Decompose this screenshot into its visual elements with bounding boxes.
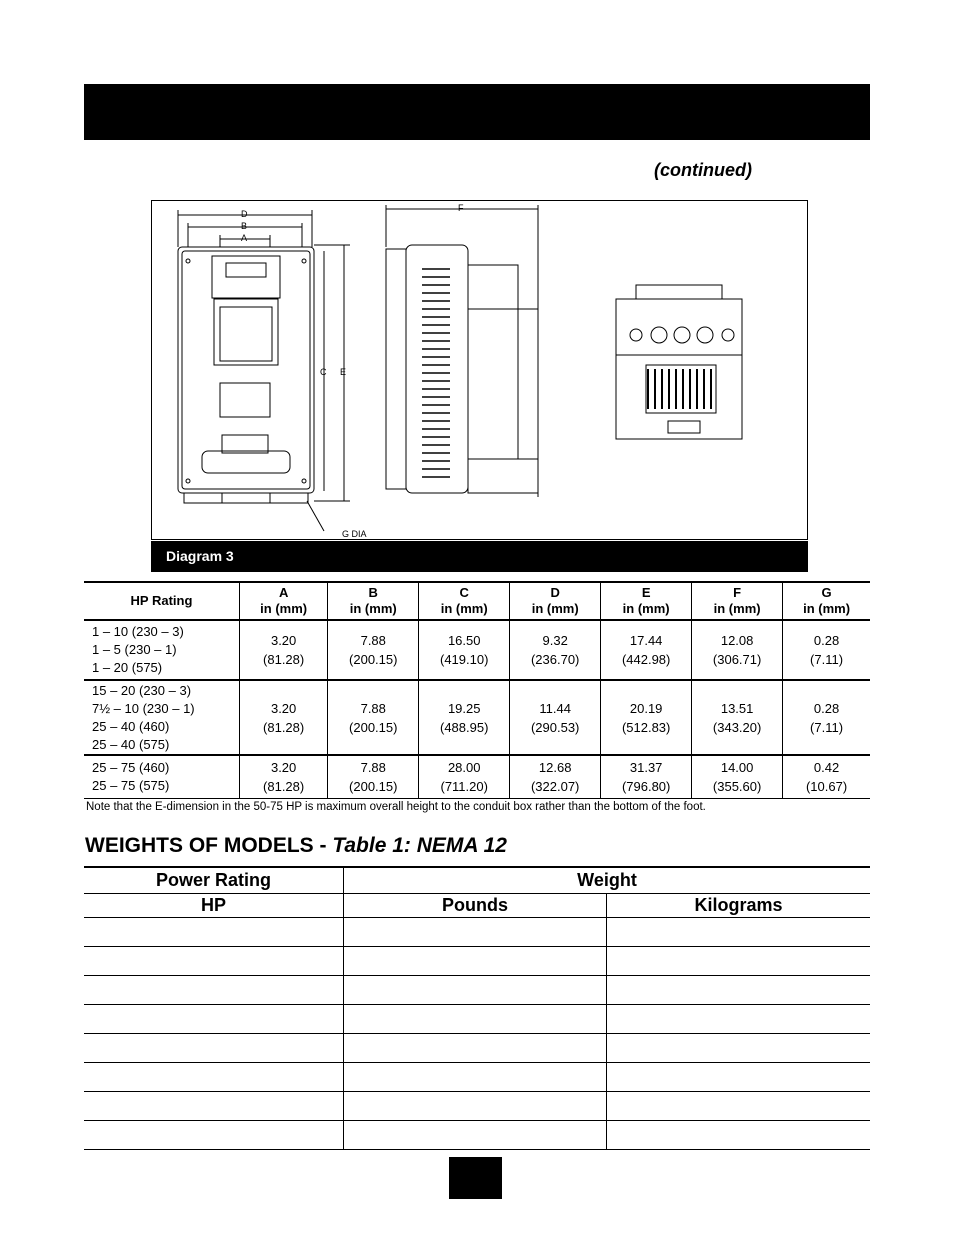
table-row	[84, 1034, 870, 1063]
pounds-cell	[344, 1005, 607, 1034]
bottom-view-heatsink	[616, 355, 742, 439]
pounds-cell	[344, 1063, 607, 1092]
cell-b: 7.88 (200.15)	[328, 755, 419, 799]
bottom-view-conduit-box	[616, 299, 742, 355]
hp-cell	[84, 1034, 344, 1063]
hp-rating-cell: 15 – 20 (230 – 3) 7½ – 10 (230 – 1) 25 – 40 (460) 25 – 40 (575)	[84, 680, 240, 755]
kilograms-cell	[607, 1034, 871, 1063]
dimension-diagram	[151, 200, 808, 540]
page-number-box	[449, 1157, 502, 1199]
cell-f: 14.00 (355.60)	[692, 755, 783, 799]
kilograms-cell	[607, 976, 871, 1005]
header-d: D in (mm)	[510, 582, 601, 620]
pounds-cell	[344, 1034, 607, 1063]
label-f: F	[458, 203, 464, 213]
weights-header-row-1	[84, 867, 870, 894]
conduit-hole	[651, 327, 667, 343]
diagram-caption: Diagram 3	[151, 541, 808, 572]
g-dia-leader	[307, 501, 324, 531]
header-power-rating: Power Rating	[84, 867, 344, 894]
kilograms-cell	[607, 918, 871, 947]
table-row	[84, 1063, 870, 1092]
pounds-cell	[344, 1092, 607, 1121]
cell-e: 31.37 (796.80)	[601, 755, 692, 799]
dimensions-header-row	[84, 582, 870, 620]
cell-d: 11.44 (290.53)	[510, 680, 601, 755]
table-row	[84, 976, 870, 1005]
header-weight: Weight	[344, 867, 871, 894]
label-a: A	[241, 233, 248, 243]
hp-cell	[84, 1121, 344, 1150]
cell-c: 28.00 (711.20)	[419, 755, 510, 799]
cell-b: 7.88 (200.15)	[328, 620, 419, 680]
cell-g: 0.28 (7.11)	[783, 680, 870, 755]
bottom-view-top	[636, 285, 722, 299]
cell-c: 16.50 (419.10)	[419, 620, 510, 680]
hp-cell	[84, 947, 344, 976]
table-row	[84, 680, 870, 755]
cell-a: 3.20 (81.28)	[240, 755, 328, 799]
kilograms-cell	[607, 1063, 871, 1092]
label-g-dia: G DIA	[342, 529, 367, 539]
kilograms-cell	[607, 1121, 871, 1150]
header-hp-rating: HP Rating	[84, 582, 240, 620]
hp-cell	[84, 976, 344, 1005]
cell-f: 12.08 (306.71)	[692, 620, 783, 680]
cell-g: 0.28 (7.11)	[783, 620, 870, 680]
header-a: A in (mm)	[240, 582, 328, 620]
cell-d: 12.68 (322.07)	[510, 755, 601, 799]
weights-table	[84, 866, 870, 1150]
table-row	[84, 755, 870, 799]
hp-rating-cell: 1 – 10 (230 – 3) 1 – 5 (230 – 1) 1 – 20 (575)	[84, 620, 240, 680]
pounds-cell	[344, 947, 607, 976]
front-view-housing	[178, 247, 314, 493]
pounds-cell	[344, 976, 607, 1005]
hp-rating-cell: 25 – 75 (460) 25 – 75 (575)	[84, 755, 240, 799]
table-row	[84, 1092, 870, 1121]
header-pounds: Pounds	[344, 894, 607, 918]
header-g: G in (mm)	[783, 582, 870, 620]
table-row	[84, 918, 870, 947]
e-dimension-note: Note that the E-dimension in the 50-75 HP is maximum overall height to the conduit box rather than the bottom of the foot.	[86, 801, 706, 813]
cell-b: 7.88 (200.15)	[328, 680, 419, 755]
cell-g: 0.42 (10.67)	[783, 755, 870, 799]
header-kilograms: Kilograms	[607, 894, 871, 918]
label-c: C	[320, 367, 327, 377]
hp-cell	[84, 1005, 344, 1034]
cell-e: 20.19 (512.83)	[601, 680, 692, 755]
kilograms-cell	[607, 947, 871, 976]
dimensions-table	[84, 581, 870, 799]
kilograms-cell	[607, 1005, 871, 1034]
cell-c: 19.25 (488.95)	[419, 680, 510, 755]
cell-a: 3.20 (81.28)	[240, 680, 328, 755]
table-row	[84, 947, 870, 976]
hp-cell	[84, 918, 344, 947]
continued-label: (continued)	[654, 160, 752, 180]
cell-e: 17.44 (442.98)	[601, 620, 692, 680]
header-c: C in (mm)	[419, 582, 510, 620]
side-view-cover	[386, 249, 406, 489]
pounds-cell	[344, 918, 607, 947]
kilograms-cell	[607, 1092, 871, 1121]
header-hp: HP	[84, 894, 344, 918]
table-row	[84, 1005, 870, 1034]
header-b: B in (mm)	[328, 582, 419, 620]
label-d: D	[241, 209, 248, 219]
weights-header-row-2	[84, 894, 870, 918]
side-view-heatsink	[406, 245, 468, 493]
table-row	[84, 620, 870, 680]
cell-d: 9.32 (236.70)	[510, 620, 601, 680]
label-b: B	[241, 221, 248, 231]
drive-outline-drawing	[152, 201, 809, 541]
pounds-cell	[344, 1121, 607, 1150]
weights-section-title: WEIGHTS OF MODELS - Table 1: NEMA 12	[85, 834, 507, 857]
section-header-bar	[84, 84, 870, 140]
hp-cell	[84, 1092, 344, 1121]
cell-a: 3.20 (81.28)	[240, 620, 328, 680]
header-f: F in (mm)	[692, 582, 783, 620]
header-e: E in (mm)	[601, 582, 692, 620]
table-row	[84, 1121, 870, 1150]
label-e: E	[340, 367, 347, 377]
hp-cell	[84, 1063, 344, 1092]
cell-f: 13.51 (343.20)	[692, 680, 783, 755]
